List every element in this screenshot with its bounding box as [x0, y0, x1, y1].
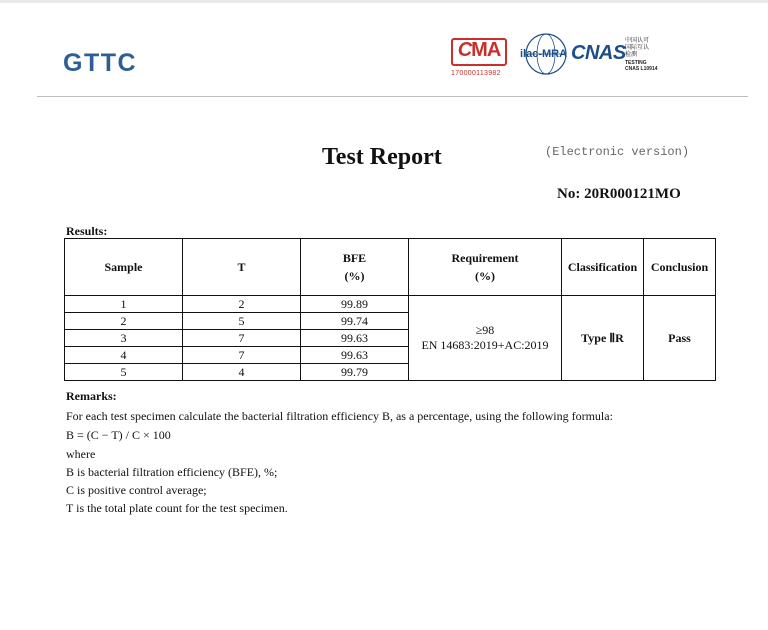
col-header-sample: Sample	[65, 239, 183, 296]
cnas-accreditation-text: TESTING CNAS L10914	[625, 60, 658, 72]
cell-sample: 3	[65, 330, 183, 347]
report-title: Test Report	[322, 144, 442, 170]
cell-sample: 4	[65, 347, 183, 364]
cell-classification: Type ⅡR	[562, 296, 644, 381]
cma-seal-mark: CMA	[457, 39, 501, 61]
cell-conclusion: Pass	[644, 296, 716, 381]
ilac-mra-logo	[520, 32, 572, 76]
remarks-heading: Remarks:	[66, 389, 117, 403]
header-divider	[37, 96, 748, 97]
col-header-classification: Classification	[562, 239, 644, 296]
top-edge	[0, 0, 768, 3]
cnas-text: CNAS	[571, 42, 626, 64]
gttc-logo: GTTC	[63, 49, 138, 77]
col-header-bfe: BFE (%)	[301, 239, 409, 296]
ilac-mra-text: ilac-MRA	[520, 48, 568, 60]
cnas-logo	[571, 38, 671, 74]
cell-bfe: 99.89	[301, 296, 409, 313]
remark-line: C is positive control average;	[66, 483, 207, 497]
remark-line: T is the total plate count for the test specimen.	[66, 501, 288, 515]
cell-t: 5	[183, 313, 301, 330]
results-heading: Results:	[66, 224, 108, 238]
cell-requirement: ≥98 EN 14683:2019+AC:2019	[409, 296, 562, 381]
remark-line: where	[66, 447, 96, 461]
cell-bfe: 99.63	[301, 330, 409, 347]
cell-t: 7	[183, 330, 301, 347]
cma-number: 170000113982	[451, 70, 501, 77]
cma-seal	[451, 36, 509, 84]
col-header-conclusion: Conclusion	[644, 239, 716, 296]
results-table	[64, 238, 716, 381]
cell-t: 2	[183, 296, 301, 313]
cell-sample: 1	[65, 296, 183, 313]
cell-t: 4	[183, 364, 301, 381]
cnas-chinese-text: 中国认可 国际互认 检测	[625, 38, 650, 58]
col-header-t: T	[183, 239, 301, 296]
table-header-row	[65, 239, 716, 296]
cell-bfe: 99.74	[301, 313, 409, 330]
cell-bfe: 99.63	[301, 347, 409, 364]
report-number: No: 20R000121MO	[557, 186, 681, 202]
remark-line: B is bacterial filtration efficiency (BFE), %;	[66, 465, 278, 479]
cell-t: 7	[183, 347, 301, 364]
remark-line: For each test specimen calculate the bacterial filtration efficiency B, as a percentage, using the following formula:	[66, 409, 613, 423]
cell-sample: 2	[65, 313, 183, 330]
cell-sample: 5	[65, 364, 183, 381]
cell-bfe: 99.79	[301, 364, 409, 381]
table-row	[65, 296, 716, 313]
remark-formula: B = (C − T) / C × 100	[66, 428, 171, 442]
col-header-requirement: Requirement (%)	[409, 239, 562, 296]
electronic-version-note: (Electronic version)	[545, 145, 690, 159]
